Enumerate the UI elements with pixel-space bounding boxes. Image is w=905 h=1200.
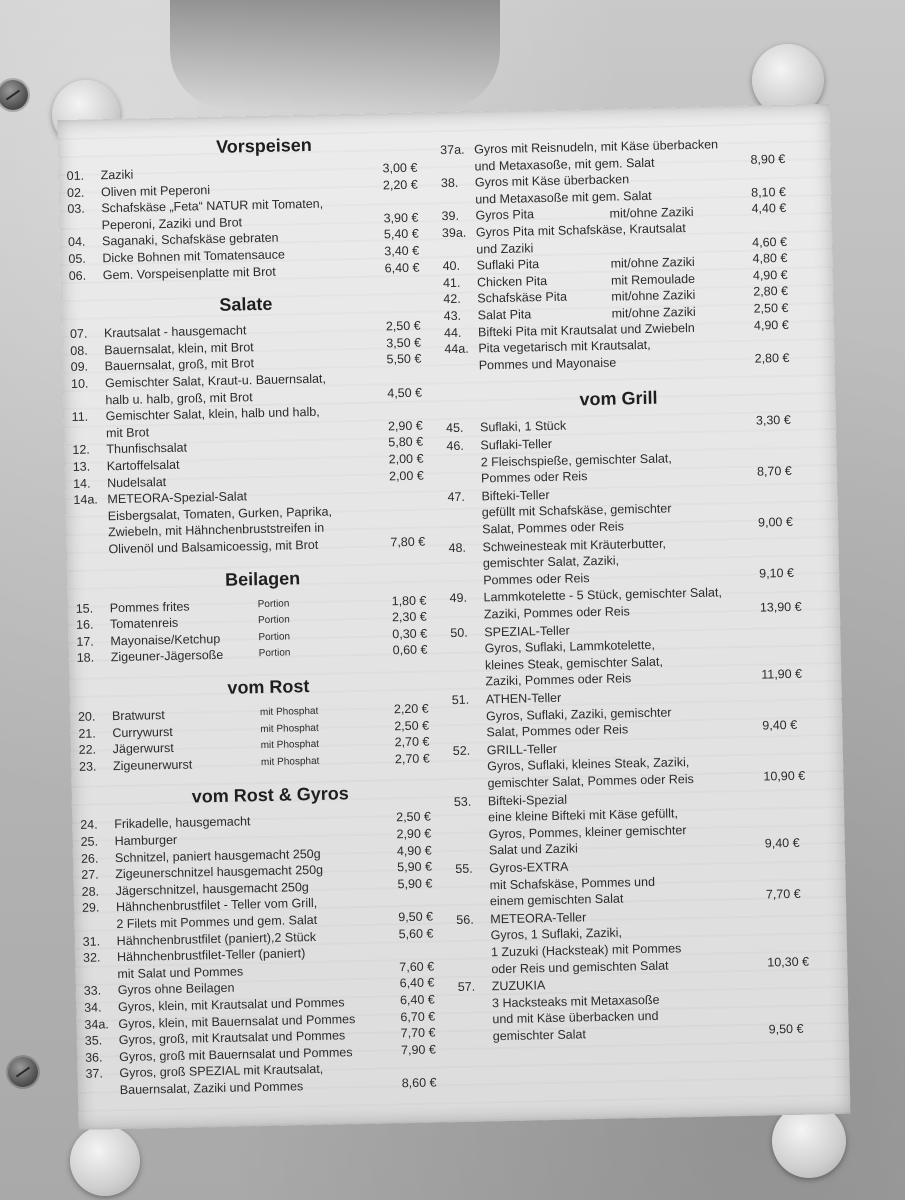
item-number: 57. xyxy=(457,979,476,995)
item-price: 7,80 € xyxy=(390,534,426,550)
item-number: 37a. xyxy=(440,142,465,158)
item-name: Pita vegetarisch mit Krautsalat, xyxy=(478,338,651,356)
item-name: Hähnchenbrustfilet - Teller vom Grill, xyxy=(115,896,318,915)
item-name: Bratwurst xyxy=(111,708,165,724)
item-name: Gyros, groß, mit Krautsalat und Pommes xyxy=(118,1028,346,1048)
item-price: 11,90 € xyxy=(761,667,803,682)
item-description: Bauernsalat, Zaziki und Pommes xyxy=(119,1079,304,1098)
item-name: Suflaki Pita xyxy=(476,257,540,273)
item-name: Tomatenreis xyxy=(109,615,179,632)
item-number: 53. xyxy=(453,794,472,809)
item-description: Salat und Zaziki xyxy=(488,841,578,858)
item-name: METEORA-Teller xyxy=(490,910,587,927)
item-description: mit Salat und Pommes xyxy=(117,964,244,981)
menu-item xyxy=(443,289,567,308)
item-name: Gyros Pita mit Schafskäse, Krautsalat xyxy=(475,221,686,240)
item-name: Bifteki-Spezial xyxy=(487,792,568,808)
item-number: 38. xyxy=(440,176,459,191)
item-description: 2 Filets mit Pommes und gem. Salat xyxy=(116,912,318,932)
menu-item xyxy=(79,740,174,758)
item-price: 5,40 € xyxy=(383,227,419,242)
item-price: 6,40 € xyxy=(399,992,435,1008)
item-description: eine kleine Bifteki mit Käse gefüllt, xyxy=(488,806,678,825)
menu-item xyxy=(447,487,549,505)
item-number: 22. xyxy=(78,742,97,758)
item-number: 36. xyxy=(85,1050,103,1065)
item-price: 3,00 € xyxy=(382,160,418,176)
item-number: 40. xyxy=(442,258,461,274)
item-name: Gemischter Salat, Kraut-u. Bauernsalat, xyxy=(104,371,327,391)
item-number: 16. xyxy=(75,617,94,633)
item-number: 03. xyxy=(67,201,85,217)
section-heading: vom Grill xyxy=(579,388,658,410)
item-note: mit Phosphat xyxy=(260,722,319,735)
item-price: 4,90 € xyxy=(753,317,789,333)
item-description: oder Reis und gemischten Salat xyxy=(491,958,669,976)
item-description: kleines Steak, gemischter Salat, xyxy=(484,654,663,673)
item-price: 2,30 € xyxy=(391,609,427,625)
item-name: Chicken Pita xyxy=(476,273,548,290)
item-price: 5,50 € xyxy=(386,352,422,367)
glass-reflection xyxy=(170,0,500,110)
item-name: Gyros, klein, mit Bauernsalat und Pommes xyxy=(118,1011,356,1031)
item-number: 56. xyxy=(456,912,474,927)
item-name: Schnitzel, paniert hausgemacht 250g xyxy=(114,846,321,865)
item-price: 8,10 € xyxy=(751,184,787,200)
item-description: mit Brot xyxy=(105,425,150,441)
item-price: 6,40 € xyxy=(399,975,435,991)
menu-item xyxy=(73,474,166,492)
item-price: 2,50 € xyxy=(753,300,789,316)
item-name: Gyros mit Reisnudeln, mit Käse überbacken xyxy=(474,137,719,157)
item-name: Krautsalat - hausgemacht xyxy=(103,323,247,341)
item-price: 7,60 € xyxy=(399,959,435,975)
item-number: 17. xyxy=(76,634,94,649)
item-price: 4,90 € xyxy=(752,267,788,283)
item-price: 8,60 € xyxy=(401,1075,437,1091)
item-name: Bifteki-Teller xyxy=(481,487,550,504)
menu-item xyxy=(80,814,250,834)
item-name: Suflaki-Teller xyxy=(480,436,553,453)
menu-item xyxy=(69,263,276,283)
item-description: einem gemischten Salat xyxy=(489,891,624,909)
item-note: Portion xyxy=(257,614,290,627)
item-name: Oliven mit Peperoni xyxy=(100,182,211,199)
item-price: 4,60 € xyxy=(752,234,788,250)
item-name: Gem. Vorspeisenplatte mit Brot xyxy=(102,264,276,282)
item-price: 10,90 € xyxy=(763,768,806,784)
item-description: Zaziki, Pommes oder Reis xyxy=(485,671,632,689)
item-name: Jägerwurst xyxy=(112,741,174,757)
item-description: Gyros, Suflaki, Lammkotelette, xyxy=(484,637,655,656)
item-name: Kartoffelsalat xyxy=(106,457,180,474)
item-number: 18. xyxy=(76,650,95,666)
item-name: GRILL-Teller xyxy=(486,741,558,758)
item-name: Nudelsalat xyxy=(106,474,167,490)
menu-item xyxy=(444,306,532,324)
item-price: 2,00 € xyxy=(388,451,424,467)
menu-item xyxy=(80,832,177,850)
item-number: 50. xyxy=(450,625,468,640)
item-description: Olivenöl und Balsamicoessig, mit Brot xyxy=(108,537,319,557)
item-price: 9,10 € xyxy=(759,565,795,581)
item-name: METEORA-Spezial-Salat xyxy=(107,489,248,507)
item-number: 37. xyxy=(85,1066,104,1082)
item-number: 04. xyxy=(67,235,86,250)
item-price: 6,40 € xyxy=(384,260,420,275)
item-name: Hähnchenbrustfilet (paniert),2 Stück xyxy=(116,929,317,948)
menu-item xyxy=(455,859,568,877)
item-name: Thunfischsalat xyxy=(106,440,188,457)
item-price: 5,80 € xyxy=(388,435,424,450)
item-description: gemischter Salat xyxy=(492,1027,587,1044)
item-price: 0,60 € xyxy=(392,642,428,658)
menu-item xyxy=(72,440,187,458)
item-name: Gemischter Salat, klein, halb und halb, xyxy=(105,404,320,424)
item-description: Pommes und Mayonaise xyxy=(478,355,617,373)
section-heading: vom Rost & Gyros xyxy=(191,783,349,807)
item-description: gefüllt mit Schafskäse, gemischter xyxy=(481,501,672,520)
item-number: 49. xyxy=(449,591,468,606)
item-name: Bauernsalat, groß, mit Brot xyxy=(104,356,255,374)
item-price: 2,50 € xyxy=(385,318,421,334)
item-description: und Metaxasoße, mit gem. Salat xyxy=(474,155,655,174)
item-name: Hamburger xyxy=(114,832,178,849)
item-description: Zaziki, Pommes oder Reis xyxy=(483,604,630,622)
menu-item xyxy=(453,741,557,759)
item-price: 2,20 € xyxy=(393,701,429,717)
item-description: Gyros, 1 Suflaki, Zaziki, xyxy=(490,925,623,943)
item-number: 44. xyxy=(443,325,462,340)
item-description: und Zaziki xyxy=(476,240,534,257)
menu-item xyxy=(452,690,562,708)
section-heading: Salate xyxy=(219,293,273,316)
item-price: 2,90 € xyxy=(396,826,432,842)
item-name: Schafskäse „Feta“ NATUR mit Tomaten, xyxy=(101,196,324,216)
item-number: 29. xyxy=(81,900,100,916)
item-number: 52. xyxy=(452,743,471,758)
item-number: 12. xyxy=(72,442,90,458)
menu-item xyxy=(83,945,306,966)
item-description: Pommes oder Reis xyxy=(483,570,590,588)
item-price: 2,50 € xyxy=(394,718,430,733)
item-price: 1,80 € xyxy=(391,593,427,608)
item-name: Zigeuner-Jägersoße xyxy=(110,648,224,665)
menu-item xyxy=(450,622,570,640)
item-price: 3,40 € xyxy=(384,243,420,259)
item-description: Zwiebeln, mit Hähnchenbruststreifen in xyxy=(108,521,325,540)
item-name: ZUZUKIA xyxy=(491,978,546,994)
menu-item xyxy=(78,724,173,742)
item-name: Frikadelle, hausgemacht xyxy=(114,814,251,832)
item-number: 41. xyxy=(442,275,461,290)
item-number: 46. xyxy=(446,438,464,454)
item-note: Portion xyxy=(258,647,291,660)
item-price: 4,50 € xyxy=(387,385,423,400)
menu-item xyxy=(73,457,180,475)
menu-item xyxy=(79,756,193,774)
item-price: 0,30 € xyxy=(392,626,428,642)
item-name: Currywurst xyxy=(112,724,173,740)
screw-icon xyxy=(8,1057,38,1087)
item-note: mit/ohne Zaziki xyxy=(609,205,694,222)
item-number: 07. xyxy=(69,326,88,342)
item-price: 2,90 € xyxy=(387,418,423,434)
menu-item xyxy=(446,436,552,454)
item-price: 7,70 € xyxy=(400,1025,436,1041)
item-description: gemischter Salat, Pommes oder Reis xyxy=(487,772,694,791)
menu-item xyxy=(441,207,534,225)
item-number: 06. xyxy=(68,268,87,283)
menu-item xyxy=(442,256,539,274)
item-price: 2,00 € xyxy=(388,468,424,483)
item-note: mit/ohne Zaziki xyxy=(611,288,696,305)
item-number: 45. xyxy=(445,421,464,436)
item-description: Gyros, Suflaki, kleines Steak, Zaziki, xyxy=(486,755,690,774)
item-price: 13,90 € xyxy=(759,599,802,615)
item-number: 09. xyxy=(70,360,89,375)
item-price: 2,70 € xyxy=(394,734,430,750)
item-description: und Metaxasoße mit gem. Salat xyxy=(475,188,652,207)
item-description: 3 Hacksteaks mit Metaxasoße xyxy=(491,992,660,1011)
item-number: 26. xyxy=(80,851,99,866)
item-name: Zigeunerwurst xyxy=(112,757,193,773)
item-name: Zaziki xyxy=(100,167,134,183)
item-name: Bauernsalat, klein, mit Brot xyxy=(104,339,254,358)
item-number: 32. xyxy=(82,950,101,966)
item-description: und mit Käse überbacken und xyxy=(492,1009,659,1027)
menu-right-column xyxy=(439,104,825,1044)
item-price: 4,90 € xyxy=(396,843,432,858)
item-number: 39. xyxy=(441,209,460,224)
item-name: Gyros, groß mit Bauernsalat und Pommes xyxy=(118,1045,353,1064)
item-number: 11. xyxy=(71,409,89,425)
item-description: halb u. halb, groß, mit Brot xyxy=(105,389,253,407)
item-price: 4,40 € xyxy=(751,201,787,217)
item-number: 31. xyxy=(82,934,101,949)
item-name: ATHEN-Teller xyxy=(485,690,562,707)
item-price: 5,90 € xyxy=(397,876,433,892)
item-price: 5,90 € xyxy=(397,859,433,875)
item-name: Schafskäse Pita xyxy=(477,289,568,306)
menu-item xyxy=(454,791,568,809)
item-number: 47. xyxy=(447,489,466,504)
item-number: 55. xyxy=(455,861,473,877)
item-name: Gyros, groß SPEZIAL mit Krautsalat, xyxy=(119,1062,324,1081)
item-description: gemischter Salat, Zaziki, xyxy=(482,553,620,571)
item-description: Salat, Pommes oder Reis xyxy=(482,519,625,537)
item-price: 3,30 € xyxy=(755,413,791,429)
item-price: 6,70 € xyxy=(400,1009,436,1024)
item-price: 2,70 € xyxy=(394,751,430,767)
item-price: 2,50 € xyxy=(396,809,432,825)
item-price: 2,80 € xyxy=(754,350,790,366)
item-name: Gyros-EXTRA xyxy=(489,859,569,876)
menu-item xyxy=(446,418,566,437)
spacer-cap-bottom-left xyxy=(70,1126,140,1196)
item-number: 35. xyxy=(84,1033,103,1049)
item-number: 34a. xyxy=(84,1016,109,1032)
item-note: mit Phosphat xyxy=(260,755,320,768)
item-note: Portion xyxy=(258,631,291,643)
item-price: 4,80 € xyxy=(752,251,788,266)
item-name: SPEZIAL-Teller xyxy=(484,623,570,639)
item-number: 27. xyxy=(81,867,99,883)
item-price: 9,50 € xyxy=(398,909,434,925)
item-number: 33. xyxy=(83,983,102,999)
item-price: 2,80 € xyxy=(753,284,789,300)
menu-item xyxy=(443,273,547,291)
item-note: mit Remoulade xyxy=(610,271,696,288)
item-name: Salat Pita xyxy=(477,307,532,323)
item-description: mit Schafskäse, Pommes und xyxy=(489,874,656,892)
menu-item xyxy=(78,707,165,725)
item-description: Gyros, Suflaki, Zaziki, gemischter xyxy=(485,705,672,723)
item-number: 05. xyxy=(68,251,86,266)
item-price: 9,40 € xyxy=(764,836,800,851)
item-name: Zigeunerschnitzel hausgemacht 250g xyxy=(115,862,324,882)
item-price: 7,90 € xyxy=(400,1042,436,1057)
item-price: 7,70 € xyxy=(765,886,801,902)
item-name: Mayonaise/Ketchup xyxy=(110,631,221,648)
item-name: Saganaki, Schafskäse gebraten xyxy=(101,230,279,249)
item-price: 8,90 € xyxy=(750,151,786,167)
item-name: Jägerschnitzel, hausgemacht 250g xyxy=(115,879,309,898)
item-name: Schweinesteak mit Kräuterbutter, xyxy=(482,536,667,554)
menu-item xyxy=(67,167,134,184)
item-note: mit Phosphat xyxy=(259,705,319,719)
item-price: 9,50 € xyxy=(768,1021,804,1037)
menu-item xyxy=(77,647,224,666)
item-name: Gyros mit Käse überbacken xyxy=(474,172,630,190)
item-price: 9,00 € xyxy=(757,514,793,530)
item-number: 10. xyxy=(70,376,89,391)
item-description: 1 Zuzuki (Hacksteak) mit Pommes xyxy=(490,941,682,960)
section-heading: Beilagen xyxy=(224,567,301,590)
item-number: 42. xyxy=(443,292,461,307)
item-number: 08. xyxy=(70,343,88,358)
item-name: Suflaki, 1 Stück xyxy=(479,419,567,435)
menu-left-column xyxy=(66,112,438,1098)
item-number: 28. xyxy=(81,884,100,899)
item-name: Pommes frites xyxy=(109,599,190,615)
item-name: Hähnchenbrustfilet-Teller (paniert) xyxy=(116,946,306,965)
item-number: 23. xyxy=(78,759,97,774)
item-number: 02. xyxy=(66,185,85,200)
menu-item xyxy=(444,337,651,357)
item-name: Bifteki Pita mit Krautsalat und Zwiebeln xyxy=(477,320,695,340)
item-price: 3,50 € xyxy=(386,335,422,351)
item-name: Lammkotelette - 5 Stück, gemischter Salat, xyxy=(483,585,722,605)
item-note: mit Phosphat xyxy=(260,739,320,752)
item-number: 44a. xyxy=(444,341,469,357)
item-number: 20. xyxy=(77,709,96,724)
item-number: 14. xyxy=(72,476,91,491)
item-description: Salat, Pommes oder Reis xyxy=(486,722,629,740)
item-number: 14a. xyxy=(73,492,98,508)
item-note: Portion xyxy=(257,598,290,610)
item-description: Peperoni, Zaziki und Brot xyxy=(101,215,243,233)
section-heading: vom Rost xyxy=(227,676,310,698)
item-number: 24. xyxy=(80,817,98,833)
item-name: Dicke Bohnen mit Tomatensauce xyxy=(102,247,286,266)
menu-item xyxy=(456,909,586,928)
menu-item xyxy=(448,535,666,556)
item-description: 2 Fleischspieße, gemischter Salat, xyxy=(480,450,672,469)
item-number: 51. xyxy=(451,692,470,708)
item-price: 2,20 € xyxy=(382,177,418,192)
screw-icon xyxy=(0,80,28,110)
item-number: 34. xyxy=(83,1000,102,1015)
item-note: mit/ohne Zaziki xyxy=(611,304,696,321)
item-price: 3,90 € xyxy=(383,210,419,226)
item-number: 21. xyxy=(78,726,96,741)
item-name: Gyros Pita xyxy=(475,207,535,223)
item-price: 9,40 € xyxy=(762,718,798,733)
item-note: mit/ohne Zaziki xyxy=(610,255,695,271)
menu-sheet xyxy=(58,104,851,1130)
section-heading: Vorspeisen xyxy=(215,134,313,157)
item-price: 5,60 € xyxy=(398,926,434,941)
item-number: 15. xyxy=(75,601,94,616)
item-name: Gyros, klein, mit Krautsalat und Pommes xyxy=(117,995,345,1015)
item-name: Gyros ohne Beilagen xyxy=(117,981,235,998)
item-number: 43. xyxy=(443,308,462,324)
item-number: 48. xyxy=(448,540,467,555)
item-description: Eisbergsalat, Tomaten, Gurken, Paprika, xyxy=(107,504,333,524)
item-number: 01. xyxy=(66,168,85,184)
item-number: 13. xyxy=(72,459,91,474)
item-description: Pommes oder Reis xyxy=(480,469,588,486)
item-price: 8,70 € xyxy=(756,464,792,479)
menu-item xyxy=(458,977,546,995)
menu-item xyxy=(76,615,178,633)
item-number: 25. xyxy=(80,834,99,849)
item-number: 39a. xyxy=(441,225,467,241)
item-description: Gyros, Pommes, kleiner gemischter xyxy=(488,822,687,842)
menu-item xyxy=(76,598,190,616)
item-price: 10,30 € xyxy=(767,954,810,970)
